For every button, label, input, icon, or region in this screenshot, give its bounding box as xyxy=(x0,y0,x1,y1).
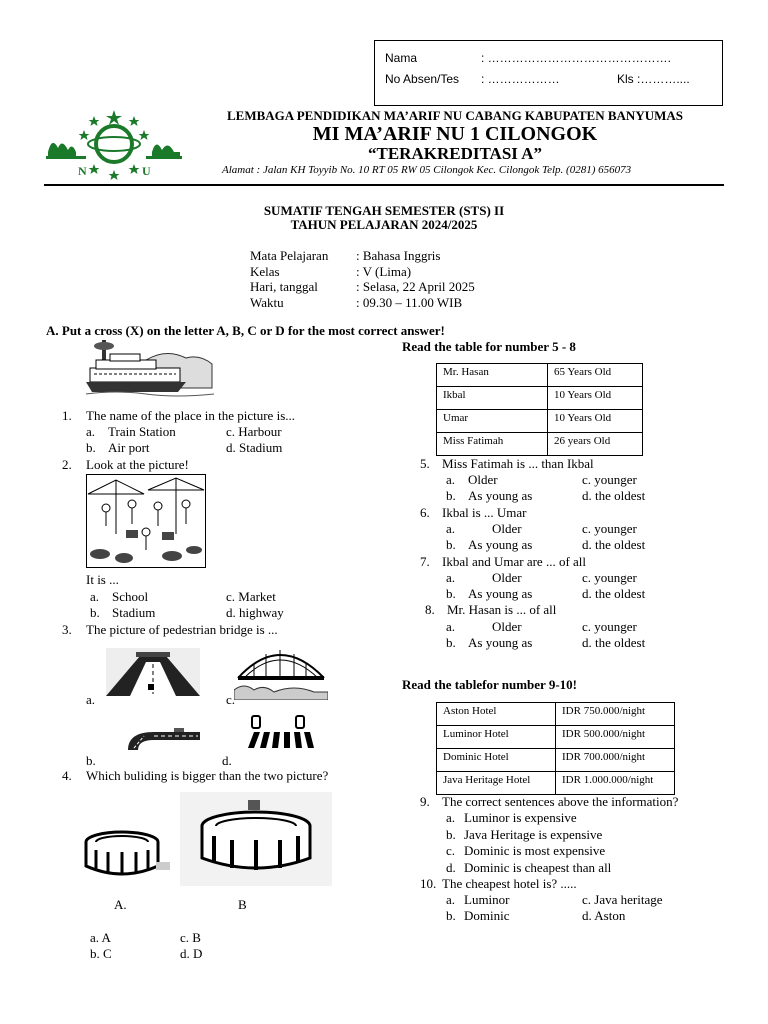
option-b[interactable]: b. C xyxy=(90,946,112,961)
option-d[interactable]: d. Stadium xyxy=(226,440,283,455)
table-cell: Miss Fatimah xyxy=(437,433,548,456)
q3-option-c-label[interactable]: c. xyxy=(226,692,236,707)
option-a[interactable]: a. School xyxy=(90,589,149,604)
header-divider xyxy=(44,184,724,186)
question-4: 4. Which buliding is bigger than the two picture? xyxy=(62,768,329,783)
table-cell: IDR 700.000/night xyxy=(556,749,675,772)
option-a[interactable]: a. Train Station xyxy=(86,424,176,439)
name-label: Nama xyxy=(385,51,418,65)
option-d[interactable]: d. highway xyxy=(226,605,284,620)
q2-it-is: It is ... xyxy=(86,572,119,587)
info-value: : Bahasa Inggris xyxy=(356,248,441,263)
question-text: The correct sentences above the information? xyxy=(442,794,679,809)
question-5: 5. Miss Fatimah is ... than Ikbal xyxy=(420,456,594,471)
nu-logo xyxy=(44,108,184,186)
info-value: : 09.30 – 11.00 WIB xyxy=(356,294,463,310)
table-cell: Luminor Hotel xyxy=(437,726,556,749)
table-cell: IDR 750.000/night xyxy=(556,703,675,726)
option-c[interactable]: c. B xyxy=(180,930,201,945)
table-cell: IDR 500.000/night xyxy=(556,726,675,749)
info-label: Hari, tanggal xyxy=(250,279,318,294)
option-a[interactable]: a. A xyxy=(90,930,111,945)
question-2: 2. Look at the picture! xyxy=(62,457,189,472)
option-c[interactable]: c. younger xyxy=(582,521,637,536)
question-8: 8. Mr. Hasan is ... of all xyxy=(425,602,557,617)
q4-picture-b-label: B xyxy=(238,897,247,912)
option-a[interactable]: a. Older xyxy=(446,521,522,536)
option-a[interactable]: a. Older xyxy=(446,619,522,634)
option-a[interactable]: a. Older xyxy=(446,472,498,487)
question-3: 3. The picture of pedestrian bridge is ... xyxy=(62,622,278,637)
logo-letter-n: N xyxy=(78,164,87,178)
section-a-instruction: A. Put a cross (X) on the letter A, B, C or D for the most correct answer! xyxy=(46,323,445,338)
option-c[interactable]: c. Dominic is most expensive xyxy=(446,843,606,858)
option-d[interactable]: d. the oldest xyxy=(582,488,646,503)
option-b[interactable]: b. Java Heritage is expensive xyxy=(446,827,603,842)
hotel-table xyxy=(436,702,675,795)
market-picture xyxy=(86,474,206,568)
option-c[interactable]: c. younger xyxy=(582,570,637,585)
school-address: Alamat : Jalan KH Toyyib No. 10 RT 05 RW 05 Cilongok Kec. Cilongok Telp. (0281) 656073 xyxy=(222,164,632,176)
info-label: Mata Pelajaran xyxy=(250,248,329,263)
option-b[interactable]: b. Stadium xyxy=(90,605,156,620)
pedestrian-bridge-picture xyxy=(106,648,200,696)
table-cell: 26 years Old xyxy=(548,433,643,456)
nu-logo-icon xyxy=(44,108,184,186)
info-label: Waktu xyxy=(250,294,284,310)
exam-title: SUMATIF TENGAH SEMESTER (STS) II xyxy=(263,203,505,218)
table-cell: IDR 1.000.000/night xyxy=(556,772,675,795)
question-text: Miss Fatimah is ... than Ikbal xyxy=(442,456,594,471)
question-1: 1. The name of the place in the picture is... xyxy=(62,408,296,423)
table-cell: Umar xyxy=(437,410,548,433)
question-text: Look at the picture! xyxy=(86,457,189,472)
info-value: : Selasa, 22 April 2025 xyxy=(356,279,475,294)
option-a[interactable]: a. Luminor xyxy=(446,892,510,907)
name-field[interactable]: : ………………………………………. xyxy=(481,51,672,65)
question-text: The cheapest hotel is? ..... xyxy=(442,876,577,891)
question-9: 9. The correct sentences above the information? xyxy=(420,794,679,809)
table-cell: Java Heritage Hotel xyxy=(437,772,556,795)
option-c[interactable]: c. Market xyxy=(226,589,276,604)
large-stadium-picture xyxy=(180,792,332,886)
question-text: Which buliding is bigger than the two picture? xyxy=(86,768,329,783)
table-cell: 65 Years Old xyxy=(548,364,643,387)
table-row xyxy=(437,703,675,726)
table-cell: Aston Hotel xyxy=(437,703,556,726)
table-row xyxy=(437,772,675,795)
info-value: : V (Lima) xyxy=(356,263,412,279)
question-text: Ikbal and Umar are ... of all xyxy=(442,554,587,569)
option-c[interactable]: c. Harbour xyxy=(226,424,282,439)
table1-heading: Read the table for number 5 - 8 xyxy=(402,339,576,354)
table-cell: Ikbal xyxy=(437,387,548,410)
option-c[interactable]: c. younger xyxy=(582,619,637,634)
class-field[interactable]: Kls :……….... xyxy=(617,72,690,86)
question-text: Ikbal is ... Umar xyxy=(442,505,527,520)
accreditation: “TERAKREDITASI A” xyxy=(368,144,542,163)
institution-name: LEMBAGA PENDIDIKAN MA’ARIF NU CABANG KABUPATEN BANYUMAS xyxy=(227,108,683,123)
exam-year: TAHUN PELAJARAN 2024/2025 xyxy=(290,217,478,232)
option-a[interactable]: a. Older xyxy=(446,570,522,585)
option-d[interactable]: d. D xyxy=(180,946,203,961)
question-text: The picture of pedestrian bridge is ... xyxy=(86,622,278,637)
logo-letter-u: U xyxy=(142,164,151,178)
small-stadium-picture xyxy=(80,822,172,886)
option-d[interactable]: d. Dominic is cheapest than all xyxy=(446,860,612,875)
option-b[interactable]: b. Air port xyxy=(86,440,150,455)
covered-bridge-picture xyxy=(234,638,328,700)
absen-field[interactable]: : ……………… xyxy=(481,72,560,86)
q4-picture-a-label: A. xyxy=(114,897,127,912)
option-b[interactable]: b. Dominic xyxy=(446,908,510,923)
question-7: 7. Ikbal and Umar are ... of all xyxy=(420,554,587,569)
info-label: Kelas xyxy=(250,263,280,279)
absen-label: No Absen/Tes xyxy=(385,72,460,86)
option-b[interactable]: b. As young as xyxy=(446,586,533,601)
option-c[interactable]: c. younger xyxy=(582,472,637,487)
option-d[interactable]: d. Aston xyxy=(582,908,626,923)
table-cell: Mr. Hasan xyxy=(437,364,548,387)
table-row xyxy=(437,433,643,456)
table-cell: 10 Years Old xyxy=(548,387,643,410)
student-info-box xyxy=(374,40,723,106)
question-6: 6. Ikbal is ... Umar xyxy=(420,505,527,520)
age-table xyxy=(436,363,643,456)
option-b[interactable]: b. As young as xyxy=(446,537,533,552)
option-d[interactable]: d. the oldest xyxy=(582,586,646,601)
table-row xyxy=(437,364,643,387)
option-b[interactable]: b. As young as xyxy=(446,635,533,650)
table-row xyxy=(437,749,675,772)
option-a[interactable]: a. Luminor is expensive xyxy=(446,810,577,825)
q3-option-b-label[interactable]: b. xyxy=(86,753,96,768)
table-row xyxy=(437,387,643,410)
question-text: Mr. Hasan is ... of all xyxy=(447,602,557,617)
option-c[interactable]: c. Java heritage xyxy=(582,892,663,907)
q3-option-d-label[interactable]: d. xyxy=(222,753,232,768)
question-text: The name of the place in the picture is... xyxy=(86,408,296,423)
harbour-picture xyxy=(86,338,214,400)
option-d[interactable]: d. the oldest xyxy=(582,537,646,552)
q3-option-a-label[interactable]: a. xyxy=(86,692,96,707)
option-b[interactable]: b. As young as xyxy=(446,488,533,503)
question-10: 10. The cheapest hotel is? ..... xyxy=(420,876,577,891)
table-cell: 10 Years Old xyxy=(548,410,643,433)
exam-info xyxy=(250,248,475,310)
table-cell: Dominic Hotel xyxy=(437,749,556,772)
table-row xyxy=(437,726,675,749)
road-curve-picture xyxy=(124,726,202,752)
school-name: MI MA’ARIF NU 1 CILONGOK xyxy=(312,123,598,145)
table2-heading: Read the tablefor number 9-10! xyxy=(402,677,578,692)
table-row xyxy=(437,410,643,433)
zebra-crossing-picture xyxy=(244,714,314,752)
option-d[interactable]: d. the oldest xyxy=(582,635,646,650)
